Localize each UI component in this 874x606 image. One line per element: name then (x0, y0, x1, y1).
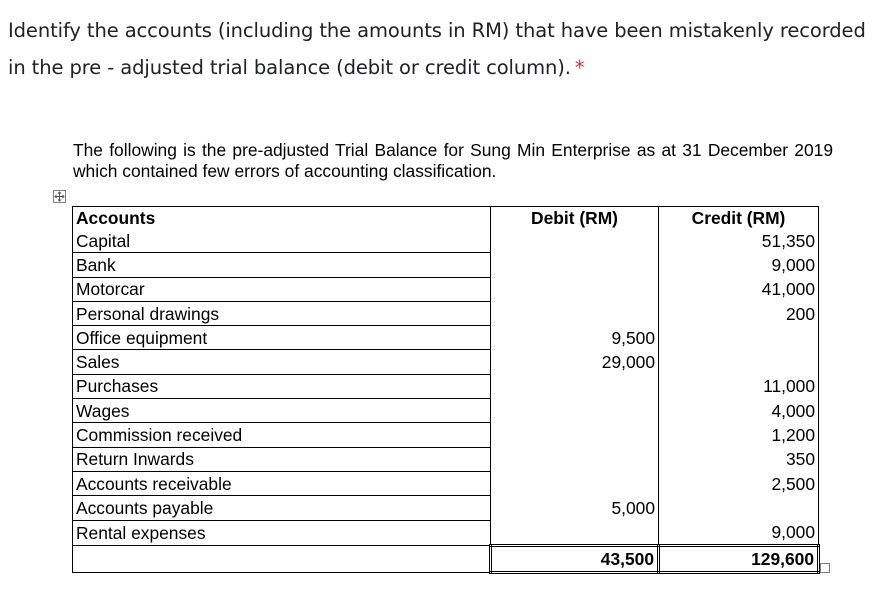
credit-amount: 11,000 (659, 374, 819, 398)
table-header-row (73, 207, 819, 230)
debit-amount (491, 374, 659, 398)
debit-amount (491, 399, 659, 423)
account-name: Accounts payable (73, 496, 491, 520)
debit-amount (491, 253, 659, 277)
account-name: Rental expenses (73, 520, 491, 545)
debit-total: 43,500 (491, 545, 659, 572)
debit-amount: 9,500 (491, 326, 659, 350)
debit-amount (491, 447, 659, 471)
credit-amount (659, 326, 819, 350)
table-row (73, 253, 819, 277)
debit-amount (491, 520, 659, 545)
table-row (73, 399, 819, 423)
credit-amount: 200 (659, 301, 819, 325)
credit-total: 129,600 (659, 545, 819, 572)
credit-amount: 9,000 (659, 520, 819, 545)
header-accounts: Accounts (73, 207, 491, 230)
debit-amount: 29,000 (491, 350, 659, 374)
account-name: Wages (73, 399, 491, 423)
table-row (73, 374, 819, 398)
table-row (73, 301, 819, 325)
account-name: Purchases (73, 374, 491, 398)
totals-label-cell (73, 545, 491, 572)
header-debit: Debit (RM) (491, 207, 659, 230)
debit-amount (491, 301, 659, 325)
debit-amount (491, 277, 659, 301)
table-row (73, 447, 819, 471)
table-row (73, 496, 819, 520)
question-text: Identify the accounts (including the amounts in RM) that have been mistakenly recorded in the pre - adjusted trial balance (debit or credit column). (8, 19, 866, 79)
account-name: Accounts receivable (73, 471, 491, 495)
credit-amount: 1,200 (659, 423, 819, 447)
table-row (73, 520, 819, 545)
question-title (8, 12, 868, 86)
credit-amount (659, 496, 819, 520)
credit-amount: 9,000 (659, 253, 819, 277)
debit-amount: 5,000 (491, 496, 659, 520)
move-handle-icon[interactable] (53, 190, 66, 203)
debit-amount (491, 471, 659, 495)
account-name: Bank (73, 253, 491, 277)
table-row (73, 326, 819, 350)
credit-amount: 51,350 (659, 229, 819, 253)
credit-amount (659, 350, 819, 374)
table-row (73, 423, 819, 447)
required-marker: * (574, 56, 585, 79)
table-row (73, 471, 819, 495)
intro-paragraph: The following is the pre-adjusted Trial Balance for Sung Min Enterprise as at 31 December 2019 which contained few errors of accounting classification. (73, 140, 833, 181)
table-row (73, 277, 819, 301)
account-name: Capital (73, 229, 491, 253)
account-name: Return Inwards (73, 447, 491, 471)
account-name: Sales (73, 350, 491, 374)
account-name: Motorcar (73, 277, 491, 301)
resize-handle-icon[interactable] (820, 563, 830, 573)
table-row (73, 229, 819, 253)
debit-amount (491, 423, 659, 447)
credit-amount: 4,000 (659, 399, 819, 423)
account-name: Office equipment (73, 326, 491, 350)
table-row (73, 350, 819, 374)
trial-balance-table (72, 206, 820, 574)
header-credit: Credit (RM) (659, 207, 819, 230)
account-name: Commission received (73, 423, 491, 447)
credit-amount: 350 (659, 447, 819, 471)
credit-amount: 2,500 (659, 471, 819, 495)
debit-amount (491, 229, 659, 253)
account-name: Personal drawings (73, 301, 491, 325)
credit-amount: 41,000 (659, 277, 819, 301)
totals-row (73, 545, 819, 572)
